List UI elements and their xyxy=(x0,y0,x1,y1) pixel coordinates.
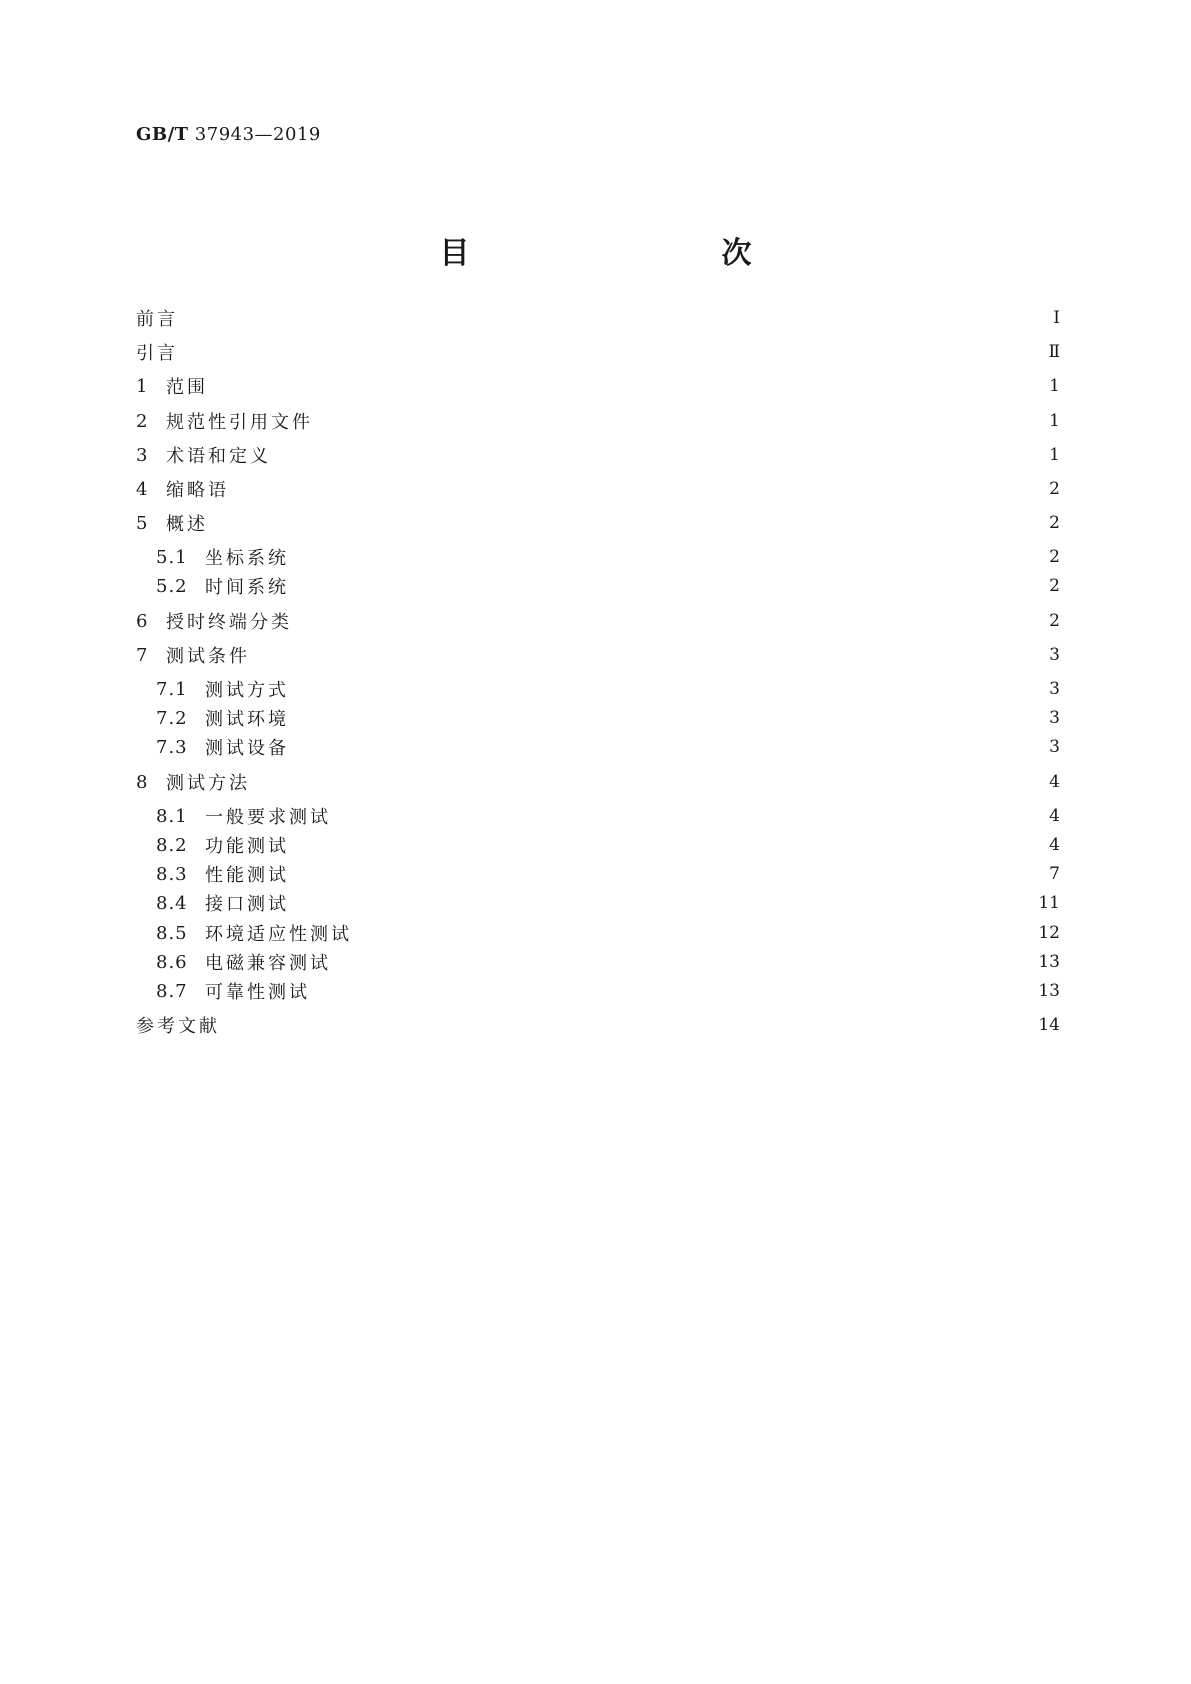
toc-entry[interactable] xyxy=(136,442,1060,468)
toc-entry-number: 8.6 xyxy=(156,951,188,973)
toc-entry-number: 8.3 xyxy=(156,863,188,885)
toc-title: 目 次 xyxy=(439,236,816,271)
toc-leader-dots xyxy=(360,920,1032,946)
toc-entry-number: 8.4 xyxy=(156,892,188,914)
toc-leader-dots xyxy=(297,705,1034,731)
toc-leader-dots xyxy=(321,408,1034,434)
toc-entry-page: 2 xyxy=(1049,576,1060,596)
toc-leader-dots xyxy=(186,339,1034,365)
toc-entry-page: 1 xyxy=(1049,376,1060,396)
toc-entry-title: 术语和定义 xyxy=(166,446,271,467)
toc-entry-title: 测试方法 xyxy=(166,773,250,794)
toc-entry-title: 测试方式 xyxy=(205,680,289,701)
toc-entry-page: 2 xyxy=(1049,513,1060,533)
toc-entry-number: 1 xyxy=(136,375,149,397)
standard-code-number: 37943—2019 xyxy=(194,124,321,145)
toc-entry-number: 4 xyxy=(136,478,149,500)
toc-leader-dots xyxy=(297,573,1034,599)
toc-entry-title: 可靠性测试 xyxy=(205,982,310,1003)
toc-entry-title: 概述 xyxy=(166,514,208,535)
toc-entry-number: 5.1 xyxy=(156,546,188,568)
toc-entry-title: 一般要求测试 xyxy=(205,807,331,828)
toc-entry[interactable] xyxy=(156,705,1060,731)
toc-entry-number: 8.2 xyxy=(156,834,188,856)
toc-entry-number: 8 xyxy=(136,771,149,793)
toc-entry-page: 1 xyxy=(1049,445,1060,465)
toc-entry-title: 范围 xyxy=(166,377,208,398)
toc-entry-number: 7.3 xyxy=(156,736,188,758)
toc-leader-dots xyxy=(279,442,1034,468)
toc-entry-number: 2 xyxy=(136,410,149,432)
toc-entry-page: Ⅰ xyxy=(1053,308,1060,328)
toc-entry-number: 8.5 xyxy=(156,922,188,944)
toc-entry-title: 功能测试 xyxy=(205,836,289,857)
toc-entry-title: 授时终端分类 xyxy=(166,612,292,633)
toc-entry-title: 坐标系统 xyxy=(205,548,289,569)
toc-entry-page: 12 xyxy=(1038,923,1060,943)
toc-entry[interactable] xyxy=(156,734,1060,760)
toc-entry[interactable] xyxy=(156,832,1060,858)
toc-entry-page: 4 xyxy=(1049,772,1060,792)
toc-leader-dots xyxy=(186,305,1034,331)
toc-entry-page: 4 xyxy=(1049,835,1060,855)
toc-entry[interactable] xyxy=(156,573,1060,599)
toc-entry-title: 接口测试 xyxy=(205,894,289,915)
toc-entry-page: 3 xyxy=(1049,737,1060,757)
toc-leader-dots xyxy=(297,890,1032,916)
toc-leader-dots xyxy=(216,373,1034,399)
toc-entry-title: 规范性引用文件 xyxy=(166,412,313,433)
toc-entry-title: 参考文献 xyxy=(136,1016,220,1037)
toc-leader-dots xyxy=(297,676,1034,702)
toc-entry-page: 13 xyxy=(1038,981,1060,1001)
toc-entry[interactable] xyxy=(136,642,1060,668)
toc-entry[interactable] xyxy=(156,920,1060,946)
toc-entry-title: 测试条件 xyxy=(166,646,250,667)
toc-entry[interactable] xyxy=(136,608,1060,634)
toc-entry-page: 11 xyxy=(1038,893,1060,913)
toc-leader-dots xyxy=(297,734,1034,760)
toc-leader-dots xyxy=(318,978,1032,1004)
toc-leader-dots xyxy=(237,476,1034,502)
toc-entry[interactable] xyxy=(136,510,1060,536)
toc-entry-page: 2 xyxy=(1049,479,1060,499)
toc-entry[interactable] xyxy=(156,544,1060,570)
toc-entry-title: 电磁兼容测试 xyxy=(205,953,331,974)
toc-entry[interactable] xyxy=(156,978,1060,1004)
toc-entry-number: 7 xyxy=(136,644,149,666)
toc-entry-page: 3 xyxy=(1049,679,1060,699)
toc-entry[interactable] xyxy=(136,408,1060,434)
toc-leader-dots xyxy=(258,642,1034,668)
toc-entry-number: 7.2 xyxy=(156,707,188,729)
toc-entry-page: 14 xyxy=(1038,1015,1060,1035)
toc-entry-title: 前言 xyxy=(136,309,178,330)
toc-entry-title: 测试设备 xyxy=(205,738,289,759)
toc-leader-dots xyxy=(339,949,1032,975)
toc-entry-title: 引言 xyxy=(136,343,178,364)
toc-entry[interactable] xyxy=(136,305,1060,331)
toc-entry[interactable] xyxy=(136,373,1060,399)
table-of-contents xyxy=(136,0,1060,1684)
toc-entry[interactable] xyxy=(156,803,1060,829)
toc-entry-number: 6 xyxy=(136,610,149,632)
standard-code-prefix: GB/T xyxy=(136,124,189,145)
toc-entry[interactable] xyxy=(156,949,1060,975)
toc-entry[interactable] xyxy=(136,476,1060,502)
toc-leader-dots xyxy=(297,861,1034,887)
toc-leader-dots xyxy=(297,832,1034,858)
toc-entry-page: 1 xyxy=(1049,411,1060,431)
toc-leader-dots xyxy=(297,544,1034,570)
toc-entry-page: Ⅱ xyxy=(1048,342,1060,362)
toc-entry-number: 8.1 xyxy=(156,805,188,827)
toc-entry[interactable] xyxy=(136,339,1060,365)
toc-entry[interactable] xyxy=(156,890,1060,916)
toc-entry-title: 性能测试 xyxy=(205,865,289,886)
toc-entry[interactable] xyxy=(156,676,1060,702)
toc-leader-dots xyxy=(258,769,1034,795)
toc-entry-title: 环境适应性测试 xyxy=(205,924,352,945)
toc-entry[interactable] xyxy=(136,769,1060,795)
toc-entry[interactable] xyxy=(156,861,1060,887)
toc-entry-page: 3 xyxy=(1049,708,1060,728)
toc-entry[interactable] xyxy=(136,1012,1060,1038)
toc-entry-page: 2 xyxy=(1049,547,1060,567)
toc-entry-page: 2 xyxy=(1049,611,1060,631)
toc-entry-number: 5.2 xyxy=(156,575,188,597)
toc-entry-number: 7.1 xyxy=(156,678,188,700)
toc-entry-page: 7 xyxy=(1049,864,1060,884)
toc-entry-title: 测试环境 xyxy=(205,709,289,730)
toc-leader-dots xyxy=(339,803,1034,829)
toc-entry-title: 时间系统 xyxy=(205,577,289,598)
toc-leader-dots xyxy=(228,1012,1032,1038)
toc-entry-page: 3 xyxy=(1049,645,1060,665)
toc-leader-dots xyxy=(216,510,1034,536)
toc-entry-title: 缩略语 xyxy=(166,480,229,501)
toc-entry-number: 5 xyxy=(136,512,149,534)
toc-entry-page: 4 xyxy=(1049,806,1060,826)
toc-leader-dots xyxy=(300,608,1034,634)
toc-entry-page: 13 xyxy=(1038,952,1060,972)
toc-entry-number: 3 xyxy=(136,444,149,466)
toc-entry-number: 8.7 xyxy=(156,980,188,1002)
